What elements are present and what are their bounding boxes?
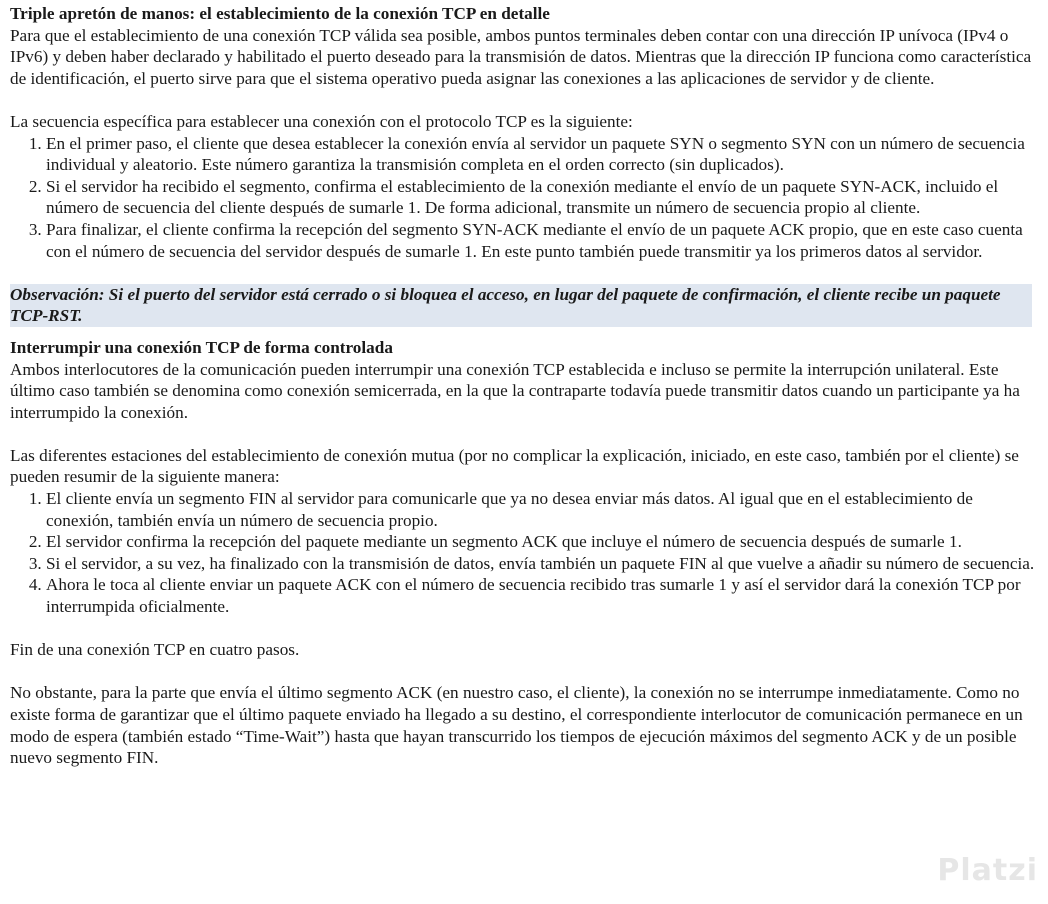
spacer — [10, 262, 1040, 284]
section1-paragraph: Para que el establecimiento de una conexión TCP válida sea posible, ambos puntos terminales deben contar con una dirección IP unívoca (IPv4 o IPv6) y deben haber declarado y habilitado el puerto deseado para la transmisión de datos. Mientras que la dirección IP funciona como característica de identificación, el puerto sirve para que el sistema operativo pueda asignar las conexiones a las aplicaciones de servidor y de cliente. — [10, 25, 1032, 88]
handshake-step-1: 1. En el primer paso, el cliente que desea establecer la conexión envía al servidor un paquete SYN o segmento SYN con un número de secuencia individual y aleatorio. Este número garantiza la transmisión completa en el orden correcto (sin duplicados). — [46, 133, 1040, 176]
observation-note: Observación: Si el puerto del servidor está cerrado o si bloquea el acceso, en lugar del paquete de confirmación, el cliente recibe un paquete TCP-RST. — [10, 284, 1032, 327]
section1-intro: La secuencia específica para establecer una conexión con el protocolo TCP es la siguiente: — [10, 111, 633, 131]
spacer — [10, 423, 1040, 445]
section2-heading: Interrumpir una conexión TCP de forma controlada — [10, 337, 393, 357]
spacer — [10, 89, 1040, 111]
termination-step-4: 4. Ahora le toca al cliente enviar un paquete ACK con el número de secuencia recibido tras sumarle 1 y así el servidor dará la conexión TCP por interrumpida oficialmente. — [46, 574, 1040, 617]
section2-paragraph: Ambos interlocutores de la comunicación pueden interrumpir una conexión TCP establecida e incluso se permite la interrupción unilateral. Este último caso también se denomina como conexión semicerrada, en la que la contraparte todavía puede transmitir datos cuando un participante ya ha interrumpido la conexión. — [10, 359, 1020, 422]
section1-heading: Triple apretón de manos: el establecimiento de la conexión TCP en detalle — [10, 4, 550, 23]
closing-paragraph: No obstante, para la parte que envía el último segmento ACK (en nuestro caso, el cliente), la conexión no se interrumpe inmediatamente. Como no existe forma de garantizar que el último paquete enviado ha llegado a su destino, el correspondiente interlocutor de comunicación permanece en un modo de espera (también estado “Time-Wait”) hasta que hayan transcurrido los tiempos de ejecución máximos del segmento ACK y de un posible nuevo segmento FIN. — [10, 683, 1023, 768]
platzi-watermark: Platzi — [937, 853, 1038, 889]
termination-steps-list — [10, 488, 1040, 618]
handshake-steps-list — [10, 133, 1040, 263]
spacer — [10, 618, 1040, 640]
termination-step-3: 3. Si el servidor, a su vez, ha finalizado con la transmisión de datos, envía también un paquete FIN al que vuelve a añadir su número de secuencia. — [46, 553, 1040, 575]
spacer — [10, 327, 1040, 337]
figure-caption: Fin de una conexión TCP en cuatro pasos. — [10, 640, 300, 660]
spacer — [10, 661, 1040, 683]
handshake-step-3: 3. Para finalizar, el cliente confirma la recepción del segmento SYN-ACK mediante el envío de un paquete ACK propio, que en este caso cuenta con el número de secuencia del servidor después de sumarle 1. En este punto también puede transmitir ya los primeros datos al servidor. — [46, 219, 1040, 262]
termination-step-1: 1. El cliente envía un segmento FIN al servidor para comunicarle que ya no desea enviar más datos. Al igual que en el establecimiento de conexión, también envía un número de secuencia propio. — [46, 488, 1040, 531]
handshake-step-2: 2. Si el servidor ha recibido el segmento, confirma el establecimiento de la conexión mediante el envío de un paquete SYN-ACK, incluido el número de secuencia del cliente después de sumarle 1. De forma adicional, transmite un número de secuencia propio al cliente. — [46, 176, 1040, 219]
section2-intro: Las diferentes estaciones del establecimiento de conexión mutua (por no complicar la explicación, iniciado, en este caso, también por el cliente) se pueden resumir de la siguiente manera: — [10, 445, 1019, 487]
termination-step-2: 2. El servidor confirma la recepción del paquete mediante un segmento ACK que incluye el número de secuencia después de sumarle 1. — [46, 531, 1040, 553]
document-body — [10, 3, 1040, 769]
